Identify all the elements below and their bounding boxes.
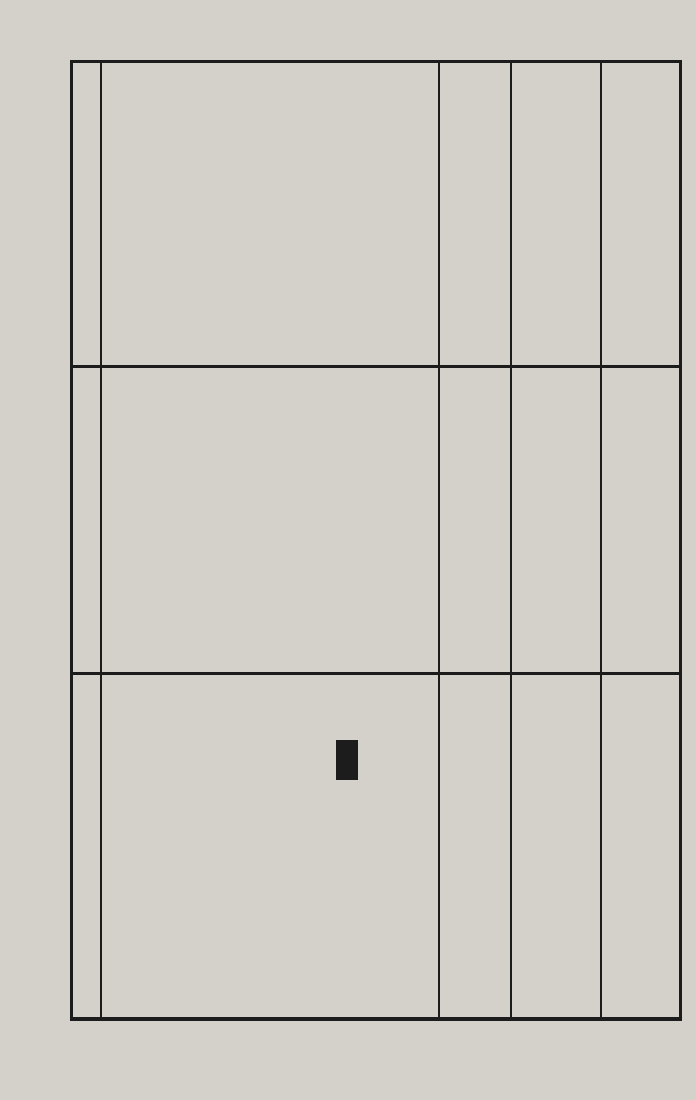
rule-num-col <box>100 60 102 1020</box>
hieroglyph-half <box>336 740 358 780</box>
rule-left-right-b2 <box>510 60 512 1020</box>
rule-struve-pit <box>438 60 440 1020</box>
rule-text-struve-lower <box>600 60 602 1020</box>
rule-block1-block2 <box>70 672 682 675</box>
rule-block3-block4 <box>70 365 682 368</box>
